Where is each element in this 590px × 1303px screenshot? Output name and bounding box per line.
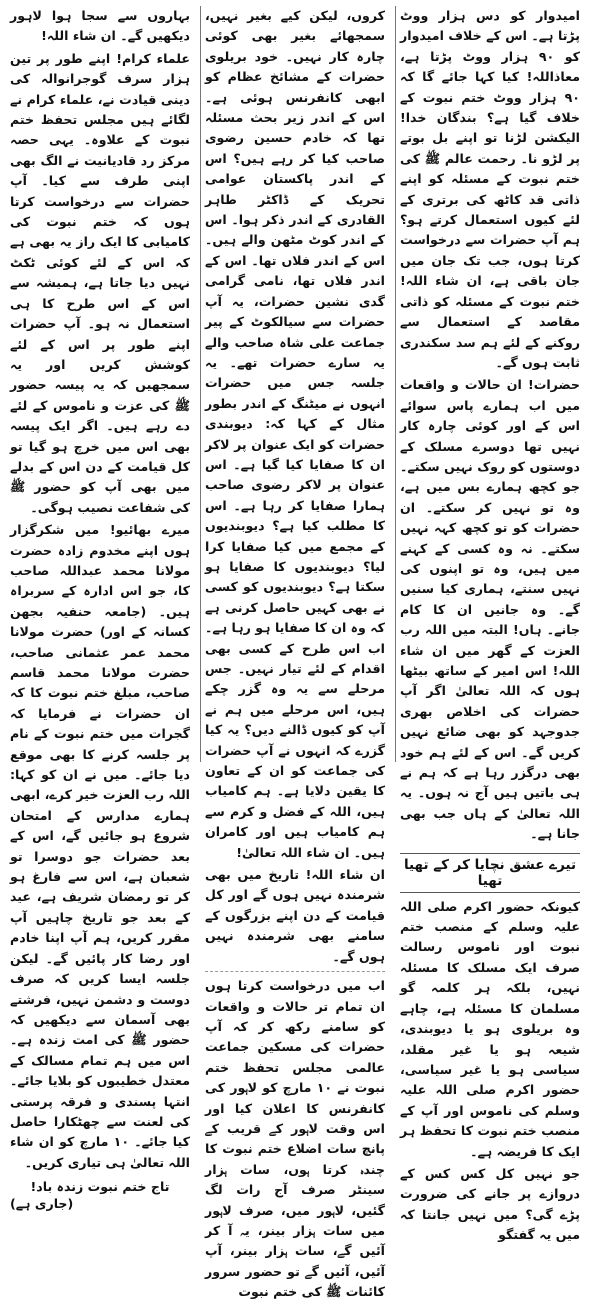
paragraph: امیدوار کو دس ہزار ووٹ پڑتا ہے۔ اس کے خلاف امیدوار کو ۹۰ ہزار ووٹ پڑتا ہے، معاذاللہ! کیا کہا جائے گا کہ ۹۰ ہزار ووٹ ختم نبوت کے خلاف گیا ہے؟ بندگان خدا! الیکشن لڑنا تو اپنے بل بوتے پر لڑو نا۔ رحمت عالم ﷺ کی ختم نبوت کے مسئلہ کو اپنے ذاتی قد کاٹھ کی برتری کے لئے کیوں استعمال کرتے ہو؟ ہم آپ حضرات سے درخواست کرتا ہوں، جب تک جان میں جان باقی ہے، ان شاء اللہ! ختم نبوت کے مسئلہ کو ذاتی مقاصد کے استعمال سے روکنے کے لئے ہم سد سکندری ثابت ہوں گے۔ bbox=[400, 8, 580, 370]
paragraph: میرے بھائیو! میں شکرگزار ہوں اپنے مخدوم زادہ حضرت مولانا محمد عبداللہ صاحب کا، جو اس ادارہ کے سربراہ ہیں۔ (جامعہ حنفیہ بجھن کسانہ کے اور) حضرت مولانا محمد عمر عثمانی صاحب، حضرت مولانا محمد قاسم صاحب، مبلغ ختم نبوت کا کہ ان حضرات نے فرمایا کہ گجرات میں ختم نبوت کے نام پر جلسہ کرنے کا بھی موقع دیا جائے۔ میں نے ان کو کہا: اللہ رب العزت خیر کرے، ابھی ہمارے مدارس کے امتحان شروع ہو جائیں گے، اس کے بعد حضرات جو دوسرا تو شعبان ہے، اس سے فارغ ہو کر تو رمضان شریف ہے، عید کے بعد جو تاریخ چاہیں آپ مقرر کریں، ہم آپ اپنا خادم اور رضا کار پائیں گے۔ لیکن جلسہ ایسا کریں کہ صرف دوست و دشمن نہیں، فرشتے بھی آسمان سے دیکھیں کہ حضور ﷺ کی امت زندہ ہے۔ اس میں ہم تمام مسالک کے معتدل خطیبوں کو بلایا جائے۔ انتہا پسندی و فرقہ پرستی کی لعنت سے چھٹکارا حاصل کیا جائے۔ ۱۰ مارچ کو ان شاء اللہ تعالیٰ ہی تیاری کریں۔ bbox=[10, 522, 190, 1170]
paragraph: علماء کرام! اپنے طور پر تین ہزار سرف گوجرانوالہ کی دینی قیادت نے، علماء کرام نے لگائے ہیں مجلس تحفظ ختم نبوت کے علاوہ۔ یہی حصہ مرکز رد قادیانیت نے الگ بھی اپنی طرف سے کیا۔ آپ حضرات سے درخواست کرتا ہوں کہ ختم نبوت کی کامیابی کا ایک راز یہ بھی ہے کہ اس کے لئے کوئی ٹکٹ نہیں دیا جاتا ہے، ہمیشہ سے اس کے اس طرح کا ہی استعمال نہ ہو۔ آپ حضرات اپنے طور پر اس کے لئے کوشش کریں اور یہ سمجھیں کہ یہ پیسہ حضور ﷺ کی عزت و ناموس کے لئے دے رہے ہیں۔ اگر ایک پیسہ بھی اس میں خرچ ہو گیا تو کل قیامت کے دن اس کے بدلے میں بھی آپ کو حضور ﷺ کی شفاعت نصیب ہوگی۔ bbox=[10, 50, 190, 515]
paragraph: بہاروں سے سجا ہوا لاہور دیکھیں گے۔ ان شاء اللہ! bbox=[10, 8, 190, 44]
verse-ornament: تیرے عشق نچایا کر کے تھیا تھیا bbox=[400, 853, 580, 893]
continued-note: (جاری ہے) bbox=[10, 1196, 74, 1212]
column-left bbox=[6, 6, 194, 1212]
column-right bbox=[395, 6, 584, 1243]
column-middle bbox=[200, 6, 389, 1300]
closing-slogan: تاج ختم نبوت زندہ باد! bbox=[30, 1179, 170, 1195]
paragraph: اب میں درخواست کرتا ہوں ان تمام تر حالات و واقعات کو سامنے رکھ کر کہ آپ حضرات کی مسکین جماعت عالمی مجلس تحفظ ختم نبوت نے ۱۰ مارچ کو لاہور کی کانفرنس کا اعلان کیا اور اس وقت لاہور کے قریب کے پانچ سات اضلاع ختم نبوت کا چندہ کرتا ہوں، سات ہزار سینٹر صرف آج رات لگ گئیں، لاہور میں، صرف لاہور میں سات ہزار بینر، یہ آ کر آئیں گے، سات ہزار بینر، آپ آئیں، آئیں گے تو حضور سرور کائنات ﷺ کی ختم نبوت bbox=[205, 978, 385, 1300]
paragraph: جو نہیں کل کس کس کے دروازے پر جانے کی ضرورت پڑے گی؟ میں نہیں جانتا کہ میں یہ گفتگو bbox=[400, 1165, 580, 1243]
paragraph: ان شاء اللہ! تاریخ میں بھی شرمندہ نہیں ہوں گے اور کل قیامت کے دن اپنے بزرگوں کے سامنے بھی شرمندہ نہیں ہوں گے۔ bbox=[205, 867, 385, 964]
paragraph: کیونکہ حضور اکرم صلی اللہ علیہ وسلم کے منصب ختم نبوت اور ناموس رسالت صرف ایک مسلک کا مسئلہ نہیں، بلکہ ہر کلمہ گو مسلمان کا مسئلہ ہے، چاہے وہ بریلوی ہو یا دیوبندی، شیعہ ہو یا غیر مقلد، سیاسی ہو یا غیر سیاسی، حضور اکرم صلی اللہ علیہ وسلم کی ناموس اور آپ کے منصب ختم نبوت کا تحفظ ہر ایک کا فریضہ ہے۔ bbox=[400, 898, 580, 1159]
paragraph: حضرات! ان حالات و واقعات میں اب ہمارے پاس سوائے اس کے اور کوئی چارہ کار نہیں تھا دوسرے مسلک کے دوستوں کو روک نہیں سکتے۔ جو کچھ ہمارے بس میں ہے، وہ تو نہیں کر سکتے۔ ان حضرات کو تو کچھ کہہ نہیں سکتے۔ نہ وہ کسی کے کہنے میں ہیں، وہ تو اپنوں کی نہیں سنتے، ہماری کیا سنیں گے۔ وہ جانیں ان کا کام جانے۔ ہاں! البتہ میں اللہ رب العزت کے گھر میں ان شاء اللہ! اس امیر کے ساتھ بیٹھا ہوں کہ اللہ تعالیٰ اگر آپ حضرات کی اخلاص بھری جدوجہد کو بھی ضائع نہیں کریں گے۔ اس کے لئے ہم خود بھی درگزر رہا ہے کہ ہم نے ہی باتیں ہیں آج نہ ہوں۔ یہ اللہ تعالیٰ کے ہاں جب بھی جانا ہے۔ bbox=[400, 377, 580, 842]
paragraph: کروں، لیکن کیے بغیر نہیں، سمجھائے بغیر بھی کوئی چارہ کار نہیں۔ خود بریلوی حضرات کے مشائخ عظام کو ابھی کانفرنس ہوئی ہے۔ اس کے اندر زیر بحث مسئلہ تھا کہ خادم حسین رضوی صاحب کیا کر رہے ہیں؟ اس کے اندر پاکستان عوامی تحریک کے ڈاکٹر طاہر القادری کے اندر ذکر ہوا۔ اس کے اندر کوٹ مٹھن والے ہیں۔ اس کے اندر فلاں تھا۔ اس کے اندر فلاں تھا، نامی گرامی گدی نشین حضرات، یہ آپ حضرات سے سیالکوٹ کے پیر جماعت علی شاہ صاحب والے یہ سارے حضرات تھے۔ یہ جلسہ جس میں حضرات انہوں نے میٹنگ کے اندر بطور مثال کے کہا کہ: دیوبندی حضرات کو ایک عنوان پر لاکر ان کا صفایا کیا گیا ہے۔ اس عنوان پر لاکر رضوی صاحب ہمارا صفایا کر رہا ہے۔ اس کا مطلب کیا ہے؟ دیوبندیوں کے مجمع میں کیا صفایا کرا لیا؟ دیوبندیوں کا صفایا ہو سکتا ہے؟ دیوبندیوں کو کسی نے بھی کہیں حاصل کرنی ہے کہ وہ ان کا صفایا ہو رہا ہے۔ اب اس طرح کے کسی بھی اقدام کے لئے تیار نہیں۔ جس مرحلے سے یہ وہ گزر چکے ہیں، اس مرحلے میں ہم نے آپ کو کیوں ڈالنے دیں؟ یہ کیا گزرے کہ انہوں نے آپ حضرات کی جماعت کو ان کے تعاون کا یقین دلایا ہے۔ ہم کامیاب ہیں، اللہ کے فضل و کرم سے ہم کامیاب ہیں اور کامران ہیں۔ ان شاء اللہ تعالیٰ! bbox=[205, 8, 385, 860]
document-page bbox=[6, 6, 584, 1300]
section-divider bbox=[205, 971, 385, 972]
